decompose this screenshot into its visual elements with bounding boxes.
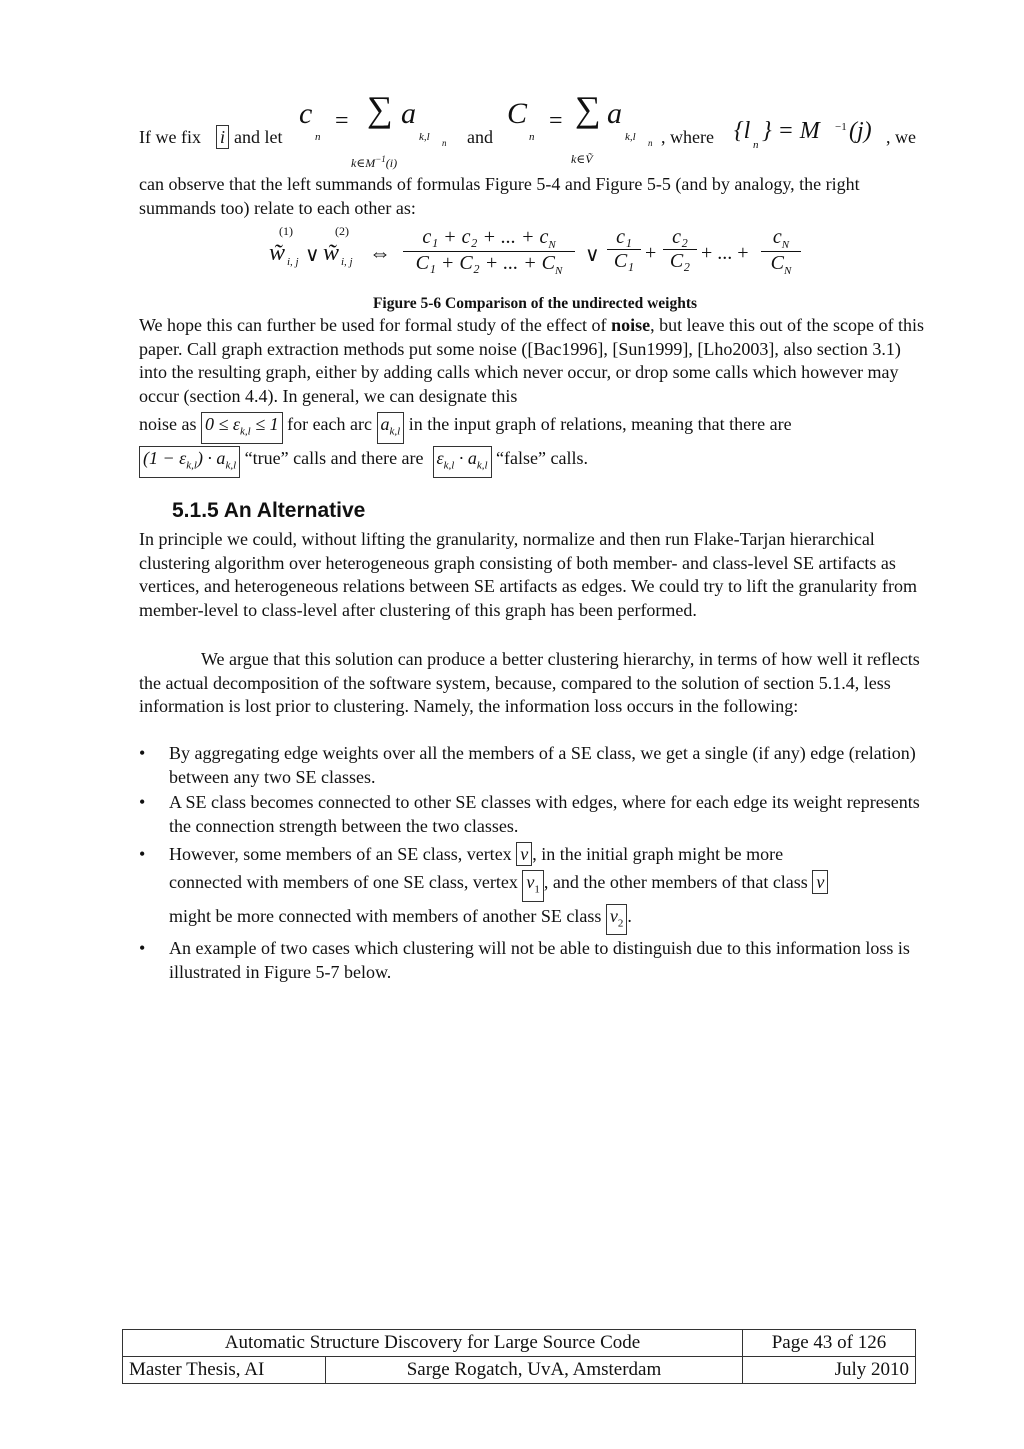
w-2: w̃: [323, 240, 340, 266]
var-a-2: a: [607, 97, 622, 130]
bullet-list: [139, 742, 929, 984]
set-arg: (j): [849, 118, 872, 144]
arc-box: $a_{k,l}$: [377, 412, 405, 444]
vertex-v1-box: $v_1$: [522, 870, 544, 902]
section-heading: 5.1.5 An Alternative: [172, 499, 366, 522]
footer-title: Automatic Structure Discovery for Large Source Code: [123, 1330, 743, 1357]
set-ln-sub: n: [753, 139, 759, 151]
paragraph-noise: We hope this can further be used for formal study of the effect of noise, but leave this out of the scope of this paper. Call graph extraction methods put some noise ([Bac1996], [Sun1999], [Lho2003], also section 3.1) into the resulting graph, either by adding calls which never occur, or drop some calls which however may occur (section 4.4). In general, we can designate this: [139, 315, 925, 406]
var-a-2-subsub: n: [648, 138, 653, 148]
or-1: ∨: [305, 244, 320, 266]
var-c-sub: n: [315, 131, 321, 143]
plus-dots: + ... +: [701, 242, 749, 264]
formula-comparison: [265, 224, 825, 294]
bullet-symbol: •: [139, 938, 146, 959]
iff-symbol: ⇔: [369, 240, 391, 265]
sum-1: ∑: [367, 89, 393, 129]
paragraph-principle: In principle we could, without lifting the granularity, normalize and then run Flake-Tarjan hierarchical clustering algorithm over heterogeneous graph consisting of both member- and class-level SE artifacts as vertices, and heterogeneous relations between SE artifacts as edges. We could try to lift the granularity from member-level to class-level after clustering of this graph has been performed.: [139, 529, 917, 620]
footer-author: Sarge Rogatch, UvA, Amsterdam: [326, 1357, 743, 1384]
bold-noise: noise: [611, 315, 651, 335]
var-a-1: a: [401, 97, 416, 130]
sum-1-lower: $k\in M^{-1}(i)$: [351, 154, 398, 170]
sum-2-lower: k∈Ṽ: [571, 152, 593, 166]
set-ln: {l: [734, 118, 751, 144]
noise-line: noise as $0 \le \varepsilon_{k,l} \le 1$ for each arc $a_{k,l}$ in the input graph of relations, meaning that there are: [139, 412, 929, 444]
set-close: } = M: [762, 118, 820, 144]
or-2: ∨: [585, 244, 600, 266]
w-1-sub: i, j: [287, 256, 299, 268]
noise-inequality-box: $0 \le \varepsilon_{k,l} \le 1$: [201, 412, 283, 444]
sum-2: ∑: [575, 89, 601, 129]
vertex-v2-box: $v_2$: [606, 904, 628, 936]
var-C-sub: n: [529, 131, 535, 143]
list-item: • An example of two cases which clustering will not be able to distinguish due to this information loss is illustrated in Figure 5-7 below.: [139, 938, 910, 982]
equals-2: =: [549, 108, 563, 134]
true-calls-box: $(1 - \varepsilon_{k,l}) \cdot a_{k,l}$: [139, 446, 240, 478]
formula-line-1: [139, 89, 929, 178]
w-1: w̃: [269, 240, 286, 266]
list-item: • By aggregating edge weights over all the members of a SE class, we get a single (if any) edge (relation) between any two SE classes.: [139, 743, 916, 787]
fraction-2: $\frac{\text{c₂}}{\text{C₂}}$: [663, 226, 697, 273]
var-c: c: [299, 97, 313, 130]
bullet-symbol: •: [139, 792, 146, 812]
paragraph-argue: We argue that this solution can produce a better clustering hierarchy, in terms of how well it reflects the actual decomposition of the software system, because, compared to the solution of section 5.1.4, less information is lost prior to clustering. Namely, the information loss occurs in the following:: [139, 649, 920, 716]
var-a-1-sub: k,l: [419, 131, 430, 143]
sup-2: (2): [335, 224, 349, 238]
list-item: • A SE class becomes connected to other SE classes with edges, where for each edge its weight represents the connection strength between the two classes.: [139, 792, 920, 836]
equals-1: =: [335, 108, 349, 134]
sup-1: (1): [279, 224, 293, 238]
footer-page-number: Page 43 of 126: [743, 1330, 916, 1357]
text-where: , where: [661, 127, 714, 147]
vertex-v-box: v: [516, 842, 532, 866]
w-2-sub: i, j: [341, 256, 353, 268]
plus-1: +: [645, 242, 657, 264]
text-if-we-fix: If we fix: [139, 127, 201, 147]
var-i-box: i: [216, 125, 229, 149]
footer-date: July 2010: [743, 1357, 916, 1384]
false-calls-box: $\varepsilon_{k,l} \cdot a_{k,l}$: [433, 446, 492, 478]
bullet-symbol: •: [139, 743, 146, 763]
fraction-1: $\frac{\text{c₁}}{\text{C₁}}$: [607, 226, 641, 273]
calls-line: $(1 - \varepsilon_{k,l}) \cdot a_{k,l}$ “true” calls and there are $\varepsilon_{k,l} \cdot a_{k,l}$ “false” calls.: [139, 446, 929, 478]
var-C: C: [507, 97, 528, 130]
footer-table: [122, 1329, 916, 1384]
text-we: , we: [886, 127, 916, 147]
var-a-2-sub: k,l: [625, 131, 636, 143]
text-and: and: [467, 127, 493, 147]
list-item: • However, some members of an SE class, vertex v , in the initial graph might be more connected with members of one SE class, vertex $v_1$ , and the other members of that class v might be more connected with members of another SE class $v_2$ .: [139, 840, 929, 935]
paragraph-summands: can observe that the left summands of formulas Figure 5-4 and Figure 5-5 (and by analogy, the right summands too) relate to each other as:: [139, 174, 860, 218]
footer-thesis: Master Thesis, AI: [123, 1357, 326, 1384]
figure-caption: Figure 5-6 Comparison of the undirected weights: [372, 295, 698, 312]
vertex-v-box-2: v: [812, 870, 828, 894]
var-a-1-subsub: n: [442, 138, 447, 148]
set-sup: −1: [835, 121, 847, 133]
bullet-symbol: •: [139, 844, 146, 864]
fraction-N: $\frac{c_N}{C_N}$: [761, 226, 801, 277]
text-and-let: and let: [234, 127, 283, 147]
fraction-sum: $\frac{c_1 + c_2 + ... + c_N}{C_1 + C_2 + ... + C_N}$: [403, 226, 575, 277]
